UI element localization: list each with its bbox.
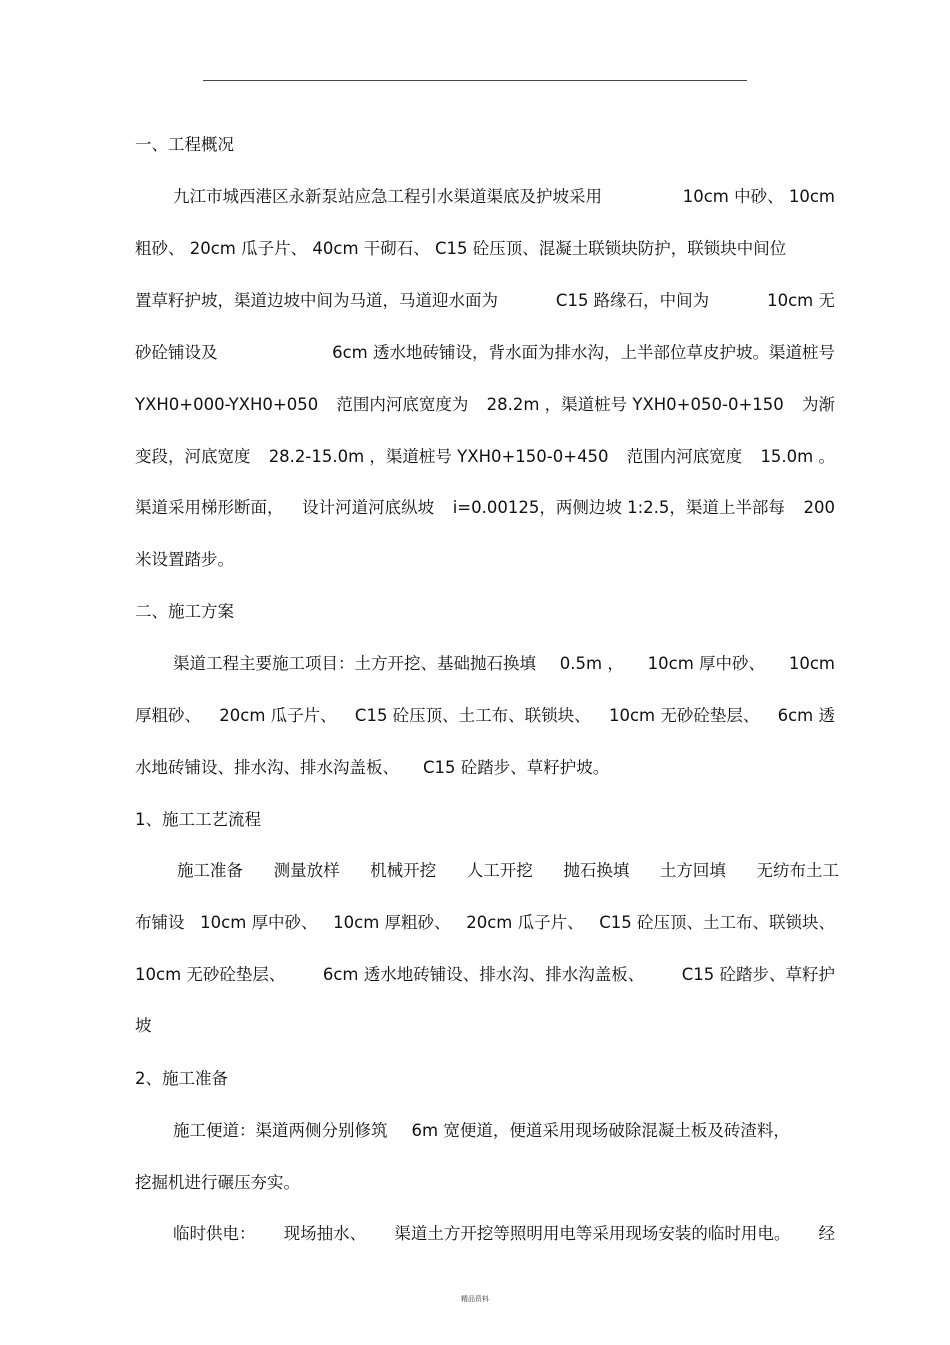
text-segment: 测量放样	[273, 861, 340, 880]
paragraph-line	[135, 1172, 835, 1194]
paragraph-line	[135, 497, 835, 519]
text-segment: C15 砼压顶、土工布、联锁块、	[599, 913, 835, 932]
paragraph-line	[135, 912, 835, 934]
text-segment: 20cm 瓜子片、	[219, 706, 337, 725]
text-segment: 设计河道河底纵坡	[302, 498, 435, 517]
paragraph-line	[135, 1015, 835, 1037]
footer-text: 精品资料	[461, 1295, 489, 1303]
header-rule	[203, 80, 747, 81]
paragraph-line	[135, 342, 835, 364]
paragraph-line	[135, 705, 835, 727]
text-segment: 现场抽水、	[283, 1224, 367, 1243]
text-segment: 28.2m ，渠道桩号 YXH0+050-0+150	[486, 395, 784, 414]
section-heading: 1、施工工艺流程	[135, 810, 261, 829]
paragraph-line	[135, 964, 835, 986]
section-heading: 一、工程概况	[135, 135, 234, 154]
text-segment: C15 砼踏步、草籽护	[681, 965, 835, 984]
text-segment: 200	[803, 498, 835, 517]
text-segment: 挖掘机进行碾压夯实。	[135, 1173, 300, 1192]
text-segment: 0.5m ，	[559, 654, 624, 673]
text-segment: 6m 宽便道，便道采用现场破除混凝土板及砖渣料，	[411, 1121, 790, 1140]
paragraph-line	[173, 186, 835, 208]
text-segment: 土方回填	[659, 861, 726, 880]
text-segment: 布铺设	[135, 913, 185, 932]
text-segment: 九江市城西港区永新泵站应急工程引水渠道渠底及护坡采用	[173, 187, 602, 206]
text-segment: 施工便道：渠道两侧分别修筑	[173, 1121, 388, 1140]
paragraph-line	[173, 653, 835, 675]
text-segment: 渠道采用梯形断面，	[135, 498, 284, 517]
text-segment: 坡	[135, 1016, 152, 1035]
text-segment: 6cm 透水地砖铺设、排水沟、排水沟盖板、	[322, 965, 645, 984]
paragraph-line	[135, 290, 835, 312]
paragraph-line	[135, 238, 835, 260]
text-segment: 28.2-15.0m ，渠道桩号 YXH0+150-0+450	[268, 447, 609, 466]
text-segment: 6cm 透	[777, 706, 835, 725]
text-segment: 机械开挖	[370, 861, 437, 880]
text-segment: 经	[818, 1224, 835, 1243]
text-segment: 范围内河底宽度	[626, 447, 743, 466]
text-segment: 10cm 无砂砼垫层、	[608, 706, 760, 725]
text-segment: 人工开挖	[466, 861, 533, 880]
text-segment: 范围内河底宽度为	[336, 395, 469, 414]
paragraph-line	[135, 549, 835, 571]
text-segment: 无纺布土工	[756, 861, 839, 880]
text-segment: C15 砼压顶、土工布、联锁块、	[354, 706, 591, 725]
text-segment: 10cm 厚粗砂、	[333, 913, 451, 932]
paragraph-line	[135, 446, 835, 468]
text-segment: 10cm 无砂砼垫层、	[135, 965, 286, 984]
paragraph-line	[173, 1223, 835, 1245]
text-segment: 厚粗砂、	[135, 706, 201, 725]
text-segment: 10cm 厚中砂、	[647, 654, 766, 673]
paragraph-line	[173, 1120, 793, 1142]
text-segment: 临时供电：	[173, 1224, 256, 1243]
text-segment: 10cm 中砂、 10cm	[682, 187, 835, 206]
paragraph-line	[135, 394, 835, 416]
text-segment: 6cm 透水地砖铺设，背水面为排水沟，上半部位草皮护坡。渠道桩号	[332, 343, 835, 362]
section-heading: 二、施工方案	[135, 602, 234, 621]
text-segment: 20cm 瓜子片、	[466, 913, 584, 932]
section-heading: 2、施工准备	[135, 1069, 228, 1088]
text-segment: YXH0+000-YXH0+050	[135, 395, 319, 414]
text-segment: 施工准备	[177, 861, 243, 880]
text-segment: i=0.00125，两侧边坡 1:2.5，渠道上半部每	[452, 498, 785, 517]
text-segment: 10cm 厚中砂、	[200, 913, 318, 932]
text-segment: C15 路缘石，中间为	[555, 291, 710, 310]
paragraph-line	[177, 860, 839, 882]
text-segment: 水地砖铺设、排水沟、排水沟盖板、	[135, 758, 399, 777]
paragraph-line	[135, 757, 835, 779]
text-segment: 渠道工程主要施工项目：土方开挖、基础抛石换填	[173, 654, 536, 673]
text-segment: 10cm 无	[767, 291, 835, 310]
text-segment: 为渐	[801, 395, 835, 414]
text-segment: 置草籽护坡，渠道边坡中间为马道，马道迎水面为	[135, 291, 498, 310]
text-segment: 15.0m 。	[760, 447, 835, 466]
text-segment: 米设置踏步。	[135, 550, 234, 569]
text-segment: 抛石换填	[563, 861, 630, 880]
text-segment: 粗砂、 20cm 瓜子片、 40cm 干砌石、 C15 砼压顶、混凝土联锁块防护，联锁块中间位	[135, 239, 787, 258]
text-segment: 10cm	[788, 654, 835, 673]
text-segment: 变段，河底宽度	[135, 447, 251, 466]
text-segment: 渠道土方开挖等照明用电等采用现场安装的临时用电。	[394, 1224, 791, 1243]
text-segment: 砂砼铺设及	[135, 343, 218, 362]
text-segment: C15 砼踏步、草籽护坡。	[423, 758, 610, 777]
